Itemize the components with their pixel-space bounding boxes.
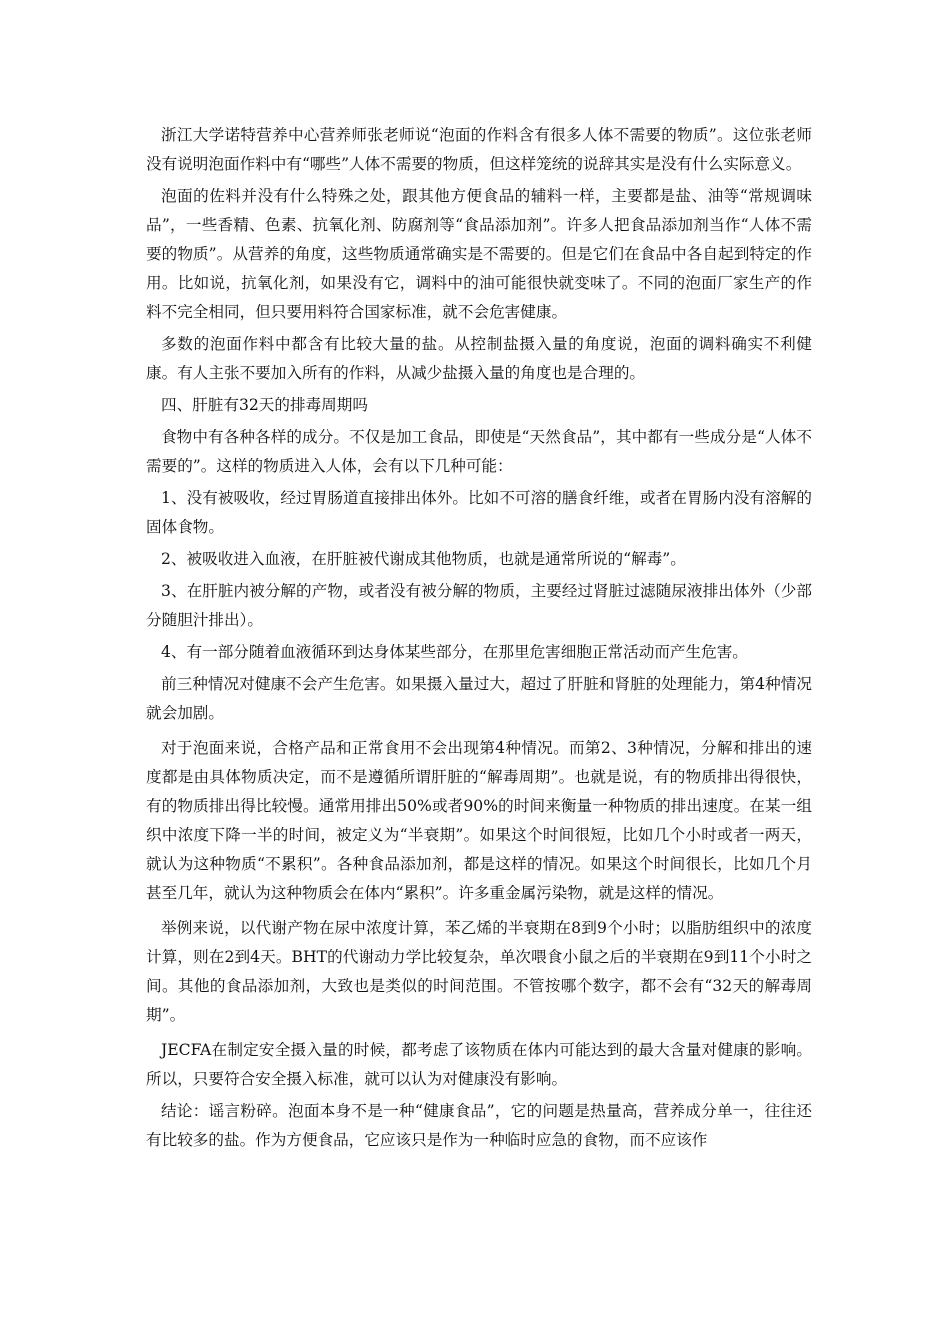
- paragraph: 浙江大学诺特营养中心营养师张老师说“泡面的作料含有很多人体不需要的物质”。这位张老师没有说明泡面作料中有“哪些”人体不需要的物质，但这样笼统的说辞其实是没有什么实际意义。: [146, 126, 812, 173]
- list-item: 4、有一部分随着血液循环到达身体某些部分，在那里危害细胞正常活动而产生危害。: [161, 643, 748, 661]
- list-item: 3、在肝脏内被分解的产物，或者没有被分解的物质，主要经过肾脏过滤随尿液排出体外（少部分随胆汁排出）。: [146, 582, 812, 629]
- paragraph: JECFA在制定安全摄入量的时候，都考虑了该物质在体内可能达到的最大含量对健康的影响。所以，只要符合安全摄入标准，就可以认为对健康没有影响。: [146, 1041, 812, 1088]
- paragraph: 前三种情况对健康不会产生危害。如果摄入量过大，超过了肝脏和肾脏的处理能力，第4种情况就会加剧。: [146, 675, 812, 722]
- list-item: 2、被吸收进入血液，在肝脏被代谢成其他物质，也就是通常所说的“解毒”。: [161, 550, 686, 568]
- list-item: 1、没有被吸收，经过胃肠道直接排出体外。比如不可溶的膳食纤维，或者在胃肠内没有溶解的固体食物。: [146, 489, 812, 536]
- section-heading: 四、肝脏有32天的排毒周期吗: [161, 396, 368, 414]
- paragraph: 食物中有各种各样的成分。不仅是加工食品，即使是“天然食品”，其中都有一些成分是“人体不需要的”。这样的物质进入人体，会有以下几种可能：: [146, 428, 812, 475]
- paragraph: 泡面的佐料并没有什么特殊之处，跟其他方便食品的辅料一样，主要都是盐、油等“常规调味品”，一些香精、色素、抗氧化剂、防腐剂等“食品添加剂”。许多人把食品添加剂当作“人体不需要的物质”。从营养的角度，这些物质通常确实是不需要的。但是它们在食品中各自起到特定的作用。比如说，抗氧化剂，如果没有它，调料中的油可能很快就变味了。不同的泡面厂家生产的作料不完全相同，但只要用料符合国家标准，就不会危害健康。: [146, 187, 812, 321]
- paragraph: 对于泡面来说，合格产品和正常食用不会出现第4种情况。而第2、3种情况，分解和排出的速度都是由具体物质决定，而不是遵循所谓肝脏的“解毒周期”。也就是说，有的物质排出得很快，有的物质排出得比较慢。通常用排出50%或者90%的时间来衡量一种物质的排出速度。在某一组织中浓度下降一半的时间，被定义为“半衰期”。如果这个时间很短，比如几个小时或者一两天，就认为这种物质“不累积”。各种食品添加剂，都是这样的情况。如果这个时间很长，比如几个月甚至几年，就认为这种物质会在体内“累积”。许多重金属污染物，就是这样的情况。: [146, 739, 812, 902]
- article-body: [146, 121, 812, 1155]
- paragraph: 结论：谣言粉碎。泡面本身不是一种“健康食品”，它的问题是热量高，营养成分单一，往往还有比较多的盐。作为方便食品，它应该只是作为一种临时应急的食物，而不应该作: [146, 1102, 812, 1149]
- paragraph: 多数的泡面作料中都含有比较大量的盐。从控制盐摄入量的角度说，泡面的调料确实不利健康。有人主张不要加入所有的作料，从减少盐摄入量的角度也是合理的。: [146, 335, 812, 382]
- paragraph: 举例来说，以代谢产物在尿中浓度计算，苯乙烯的半衰期在8到9个小时；以脂肪组织中的浓度计算，则在2到4天。BHT的代谢动力学比较复杂，单次喂食小鼠之后的半衰期在9到11个小时之间。其他的食品添加剂，大致也是类似的时间范围。不管按哪个数字，都不会有“32天的解毒周期”。: [146, 919, 812, 1024]
